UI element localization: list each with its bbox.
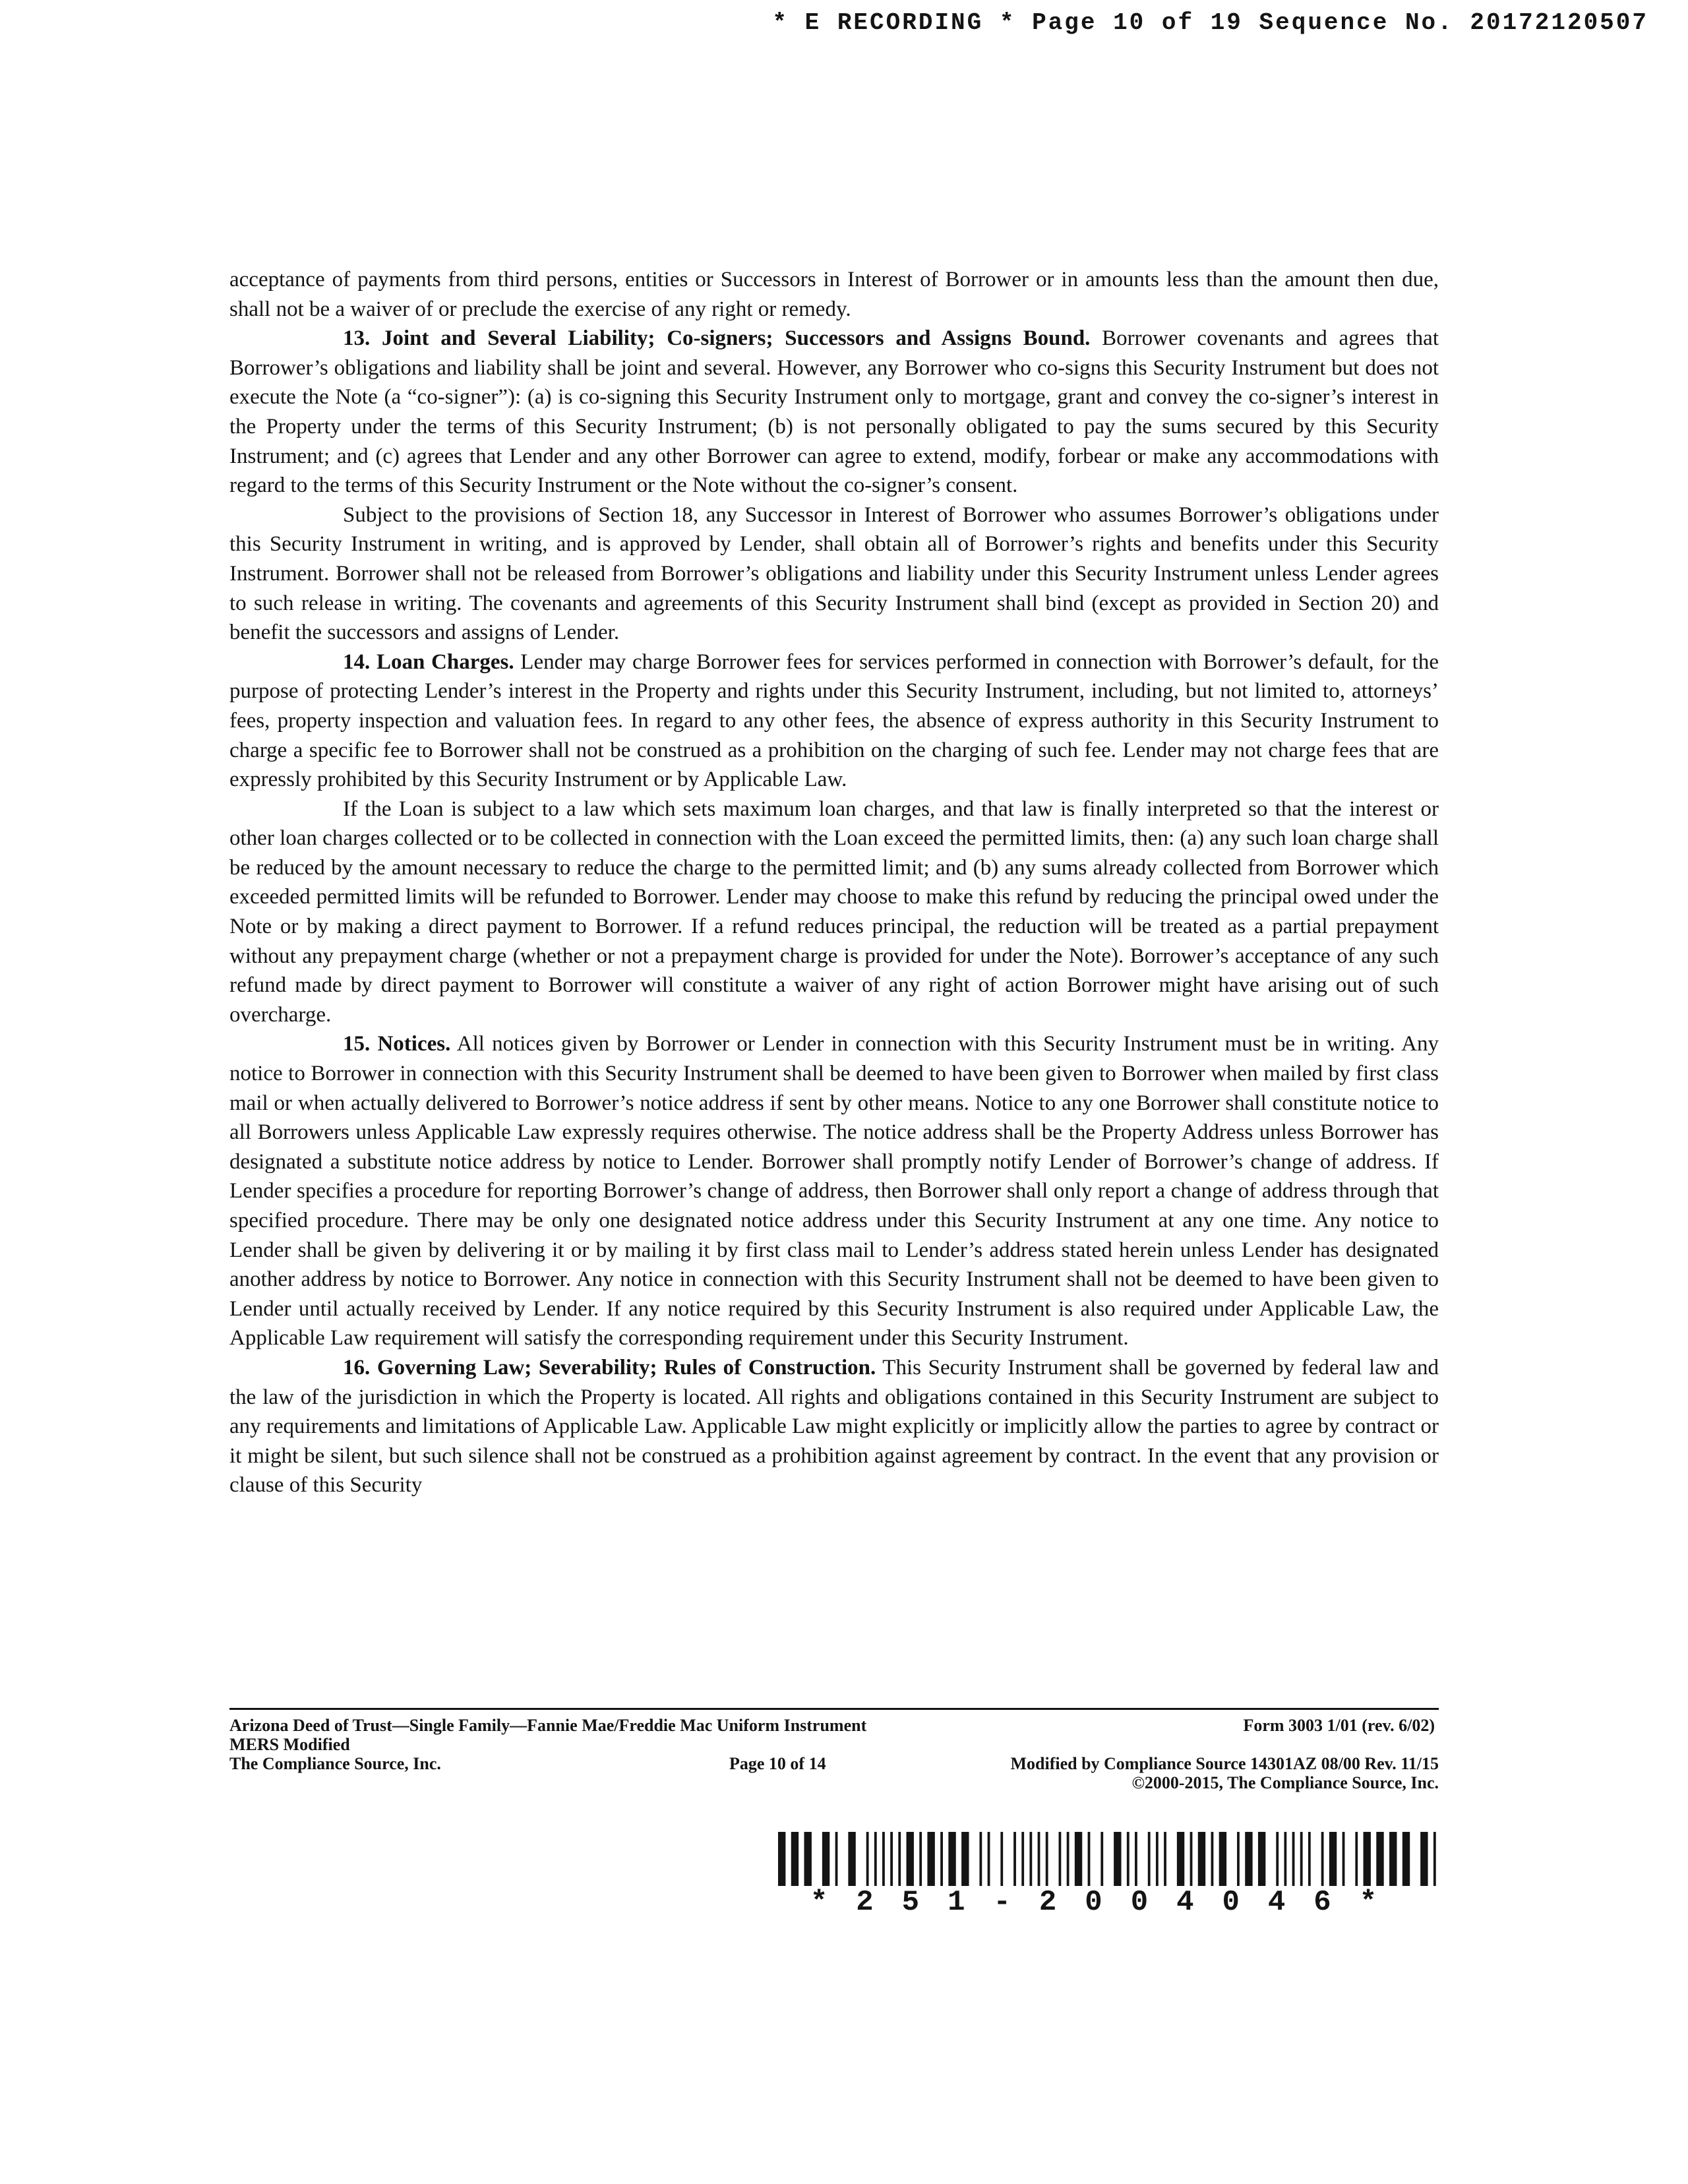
barcode-bar [1164, 1832, 1166, 1886]
section-16-text: This Security Instrument shall be governed by federal law and the law of the jurisdiction in which the Property is located. All rights and obligations contained in this Security Instrument are subject to any requirements and limitations of Applicable Law. Applicable Law might explicitly or implicitly allow the parties to agree by contract or it might be silent, but such silence shall not be construed as a prohibition against agreement by contract. In the event that any provision or clause of this Security [229, 1355, 1439, 1498]
barcode-bar [919, 1832, 922, 1886]
barcode-bar [1376, 1832, 1383, 1886]
footer-form-title: Arizona Deed of Trust—Single Family—Fannie Mae/Freddie Mac Uniform Instrument [229, 1716, 867, 1735]
barcode-bar [1148, 1832, 1151, 1886]
barcode-bar [940, 1832, 943, 1886]
section-13-paragraph-2: Subject to the provisions of Section 18, any Successor in Interest of Borrower who assumes Borrower’s obligations under this Security Instrument in writing, and is approved by Lender, shall obtain all of Borrower’s rights and benefits under this Security Instrument. Borrower shall not be released from Borrower’s obligations and liability under this Security Instrument unless Lender agrees to such release in writing. The covenants and agreements of this Security Instrument shall bind (except as provided in Section 20) and benefit the successors and assigns of Lender. [229, 502, 1439, 645]
barcode-bar [874, 1832, 877, 1886]
barcode-bar [1321, 1832, 1324, 1886]
barcode-bar [1364, 1832, 1371, 1886]
barcode-bar [907, 1832, 914, 1886]
barcode-bar [1075, 1832, 1082, 1886]
barcode-bar [961, 1832, 969, 1886]
section-16-heading: 16. Governing Law; Severability; Rules of Construction. [343, 1355, 876, 1380]
footer-form-number: Form 3003 1/01 (rev. 6/02) [1243, 1716, 1435, 1735]
barcode-bar [1219, 1832, 1226, 1886]
recording-header: * E RECORDING * Page 10 of 19 Sequence No. 20172120507 [772, 9, 1648, 36]
barcode-bar [927, 1832, 934, 1886]
barcode-bar [1156, 1832, 1159, 1886]
section-16 [229, 1353, 1439, 1500]
barcode-bar [1177, 1832, 1184, 1886]
barcode-bar [1000, 1832, 1003, 1886]
barcode-bar [1211, 1832, 1214, 1886]
document-body [229, 265, 1439, 1500]
section-13 [229, 324, 1439, 501]
barcode-bar [1088, 1832, 1091, 1886]
barcode-bar [1021, 1832, 1024, 1886]
barcode-bar [822, 1832, 829, 1886]
section-15 [229, 1029, 1439, 1353]
barcode-bar [1402, 1832, 1410, 1886]
barcode-bar [1013, 1832, 1016, 1886]
barcode-bar [1276, 1832, 1279, 1886]
barcode-bar [1329, 1832, 1337, 1886]
section-13-heading: 13. Joint and Several Liability; Co-signers; Successors and Assigns Bound. [343, 326, 1091, 351]
barcode-bar [1284, 1832, 1286, 1886]
section-14-text: Lender may charge Borrower fees for services performed in connection with Borrower’s default, for the purpose of protecting Lender’s interest in the Property and rights under this Security Instrument, including, but not limited to, attorneys’ fees, property inspection and valuation fees. In regard to any other fees, the absence of express authority in this Security Instrument to charge a specific fee to Borrower shall not be construed as a prohibition on the charging of such fee. Lender may not charge fees that are expressly prohibited by this Security Instrument or by Applicable Law. [229, 650, 1439, 792]
footer-modified: Modified by Compliance Source 14301AZ 08/00 Rev. 11/15 [1010, 1754, 1439, 1773]
footer-divider [229, 1708, 1439, 1710]
barcode-bar [898, 1832, 901, 1886]
barcode-bar [1355, 1832, 1358, 1886]
barcode-bar [1342, 1832, 1345, 1886]
barcode-bar [848, 1832, 855, 1886]
paragraph-continuation: acceptance of payments from third persons, entities or Successors in Interest of Borrower or in amounts less than the amount then due, shall not be a waiver of or preclude the exercise of any right or remedy. [229, 268, 1439, 321]
section-14-heading: 14. Loan Charges. [343, 650, 514, 674]
barcode-bar [1258, 1832, 1265, 1886]
barcode-bar [1135, 1832, 1137, 1886]
barcode-bar [1308, 1832, 1311, 1886]
barcode-bar [1046, 1832, 1048, 1886]
barcode [778, 1832, 1437, 1918]
barcode-bar [1300, 1832, 1303, 1886]
barcode-bar [1100, 1832, 1103, 1886]
barcode-bar [1389, 1832, 1397, 1886]
barcode-bar [1067, 1832, 1070, 1886]
barcode-bar [1420, 1832, 1428, 1886]
barcode-bar [988, 1832, 990, 1886]
barcode-bar [866, 1832, 869, 1886]
section-14 [229, 648, 1439, 795]
barcode-bar [804, 1832, 812, 1886]
footer-source: The Compliance Source, Inc. [229, 1754, 441, 1773]
section-14-paragraph-2: If the Loan is subject to a law which sets maximum loan charges, and that law is finally interpreted so that the interest or other loan charges collected or to be collected in connection with the Loan exceed the permitted limits, then: (a) any such loan charge shall be reduced by the amount necessary to reduce the charge to the permitted limit; and (b) any sums already collected from Borrower which exceeded permitted limits will be refunded to Borrower. Lender may choose to make this refund by reducing the principal owed under the Note or by making a direct payment to Borrower. If a refund reduces principal, the reduction will be treated as a partial prepayment without any prepayment charge (whether or not a prepayment charge is provided for under the Note). Borrower’s acceptance of any such refund made by direct payment to Borrower will constitute a waiver of any right of action Borrower might have arising out of such overcharge. [229, 797, 1439, 1027]
section-15-text: All notices given by Borrower or Lender in connection with this Security Instrument must be in writing. Any notice to Borrower in connection with this Security Instrument shall be deemed to have been given to Borrower when mailed by first class mail or when actually delivered to Borrower’s notice address if sent by other means. Notice to any one Borrower shall constitute notice to all Borrowers unless Applicable Law expressly requires otherwise. The notice address shall be the Property Address unless Borrower has designated a substitute notice address by notice to Lender. Borrower shall promptly notify Lender of Borrower’s change of address. If Lender specifies a procedure for reporting Borrower’s change of address, then Borrower shall only report a change of address through that specified procedure. There may be only one designated notice address under this Security Instrument at any one time. Any notice to Lender shall be given by delivering it or by mailing it by first class mail to Lender’s address stated herein unless Lender has designated another address by notice to Borrower. Any notice in connection with this Security Instrument shall not be deemed to have been given to Lender until actually received by Lender. If any notice required by this Security Instrument is also required under Applicable Law, the Applicable Law requirement will satisfy the corresponding requirement under this Security Instrument. [229, 1032, 1439, 1350]
section-15-heading: 15. Notices. [343, 1032, 451, 1056]
barcode-bars [778, 1832, 1437, 1886]
footer-page-number: Page 10 of 14 [729, 1754, 826, 1773]
barcode-bar [1237, 1832, 1240, 1886]
barcode-bar [1059, 1832, 1062, 1886]
barcode-bar [948, 1832, 955, 1886]
barcode-bar [1029, 1832, 1032, 1886]
barcode-bar [835, 1832, 838, 1886]
barcode-bar [791, 1832, 799, 1886]
barcode-bar [1127, 1832, 1130, 1886]
footer-copyright: ©2000-2015, The Compliance Source, Inc. [1131, 1773, 1439, 1792]
barcode-bar [1038, 1832, 1040, 1886]
barcode-bar [882, 1832, 885, 1886]
barcode-bar [1198, 1832, 1205, 1886]
barcode-bar [979, 1832, 982, 1886]
barcode-bar [890, 1832, 893, 1886]
barcode-bar [778, 1832, 785, 1886]
barcode-bar [1190, 1832, 1193, 1886]
footer-mers: MERS Modified [229, 1735, 350, 1754]
barcode-bar [1433, 1832, 1436, 1886]
section-13-text: Borrower covenants and agrees that Borrower’s obligations and liability shall be joint and several. However, any Borrower who co-signs this Security Instrument but does not execute the Note (a “co-signer”): (a) is co-signing this Security Instrument only to mortgage, grant and convey the co-signer’s interest in the Property under the terms of this Security Instrument; (b) is not personally obligated to pay the sums secured by this Security Instrument; and (c) agrees that Lender and any other Borrower can agree to extend, modify, forbear or make any accommodations with regard to the terms of this Security Instrument or the Note without the co-signer’s consent. [229, 326, 1439, 498]
barcode-bar [1114, 1832, 1121, 1886]
barcode-bar [1292, 1832, 1295, 1886]
barcode-text: *251-2004046* [810, 1886, 1406, 1919]
barcode-bar [1245, 1832, 1252, 1886]
